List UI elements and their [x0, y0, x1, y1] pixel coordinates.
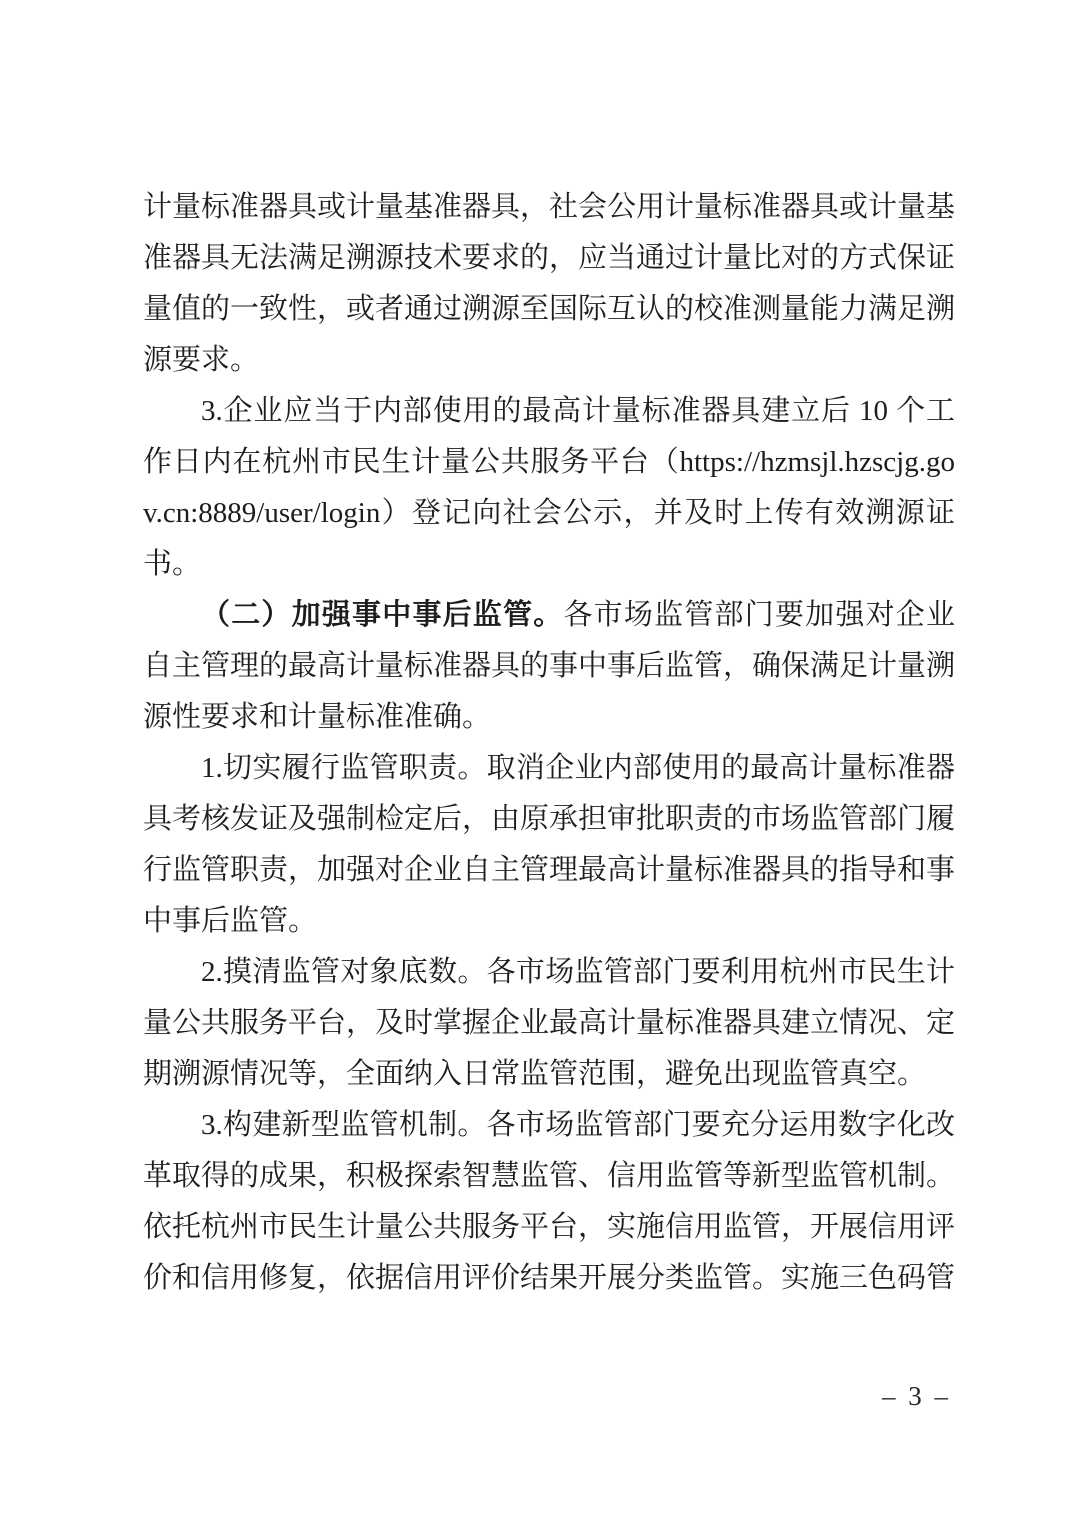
- paragraph-text: 3.构建新型监管机制。各市场监管部门要充分运用数字化改革取得的成果，积极探索智慧监管、信用监管等新型监管机制。依托杭州市民生计量公共服务平台，实施信用监管，开展信用评价和信用修复，依据信用评价结果开展分类监管。实施三色码管: [143, 1109, 956, 1294]
- section-heading: （二）加强事中事后监管。: [201, 599, 564, 631]
- paragraph-item-3-mechanism: [143, 1100, 955, 1304]
- paragraph-item-2-survey: [143, 947, 955, 1100]
- document-body: [143, 182, 955, 1304]
- paragraph-text: 计量标准器具或计量基准器具，社会公用计量标准器具或计量基准器具无法满足溯源技术要求的，应当通过计量比对的方式保证量值的一致性，或者通过溯源至国际互认的校准测量能力满足溯源要求。: [143, 191, 956, 376]
- paragraph-item-3-registration: [143, 386, 955, 590]
- paragraph-text: 各市场监管部门要加强对企业自主管理的最高计量标准器具的事中事后监管，确保满足计量溯源性要求和计量标准准确。: [143, 599, 956, 733]
- paragraph-item-1-duty: [143, 743, 955, 947]
- paragraph-text: 1.切实履行监管职责。取消企业内部使用的最高计量标准器具考核发证及强制检定后，由原承担审批职责的市场监管部门履行监管职责，加强对企业自主管理最高计量标准器具的指导和事中事后监管。: [143, 752, 956, 937]
- paragraph-section-2: [143, 590, 955, 743]
- paragraph-text: 3.企业应当于内部使用的最高计量标准器具建立后 10 个工作日内在杭州市民生计量公共服务平台（https://hzmsjl.hzscjg.gov.cn:8889/user/login）登记向社会公示，并及时上传有效溯源证书。: [143, 395, 955, 580]
- paragraph-text: 2.摸清监管对象底数。各市场监管部门要利用杭州市民生计量公共服务平台，及时掌握企业最高计量标准器具建立情况、定期溯源情况等，全面纳入日常监管范围，避免出现监管真空。: [143, 956, 956, 1090]
- paragraph-continuation: [143, 182, 955, 386]
- page-number: – 3 –: [882, 1381, 951, 1411]
